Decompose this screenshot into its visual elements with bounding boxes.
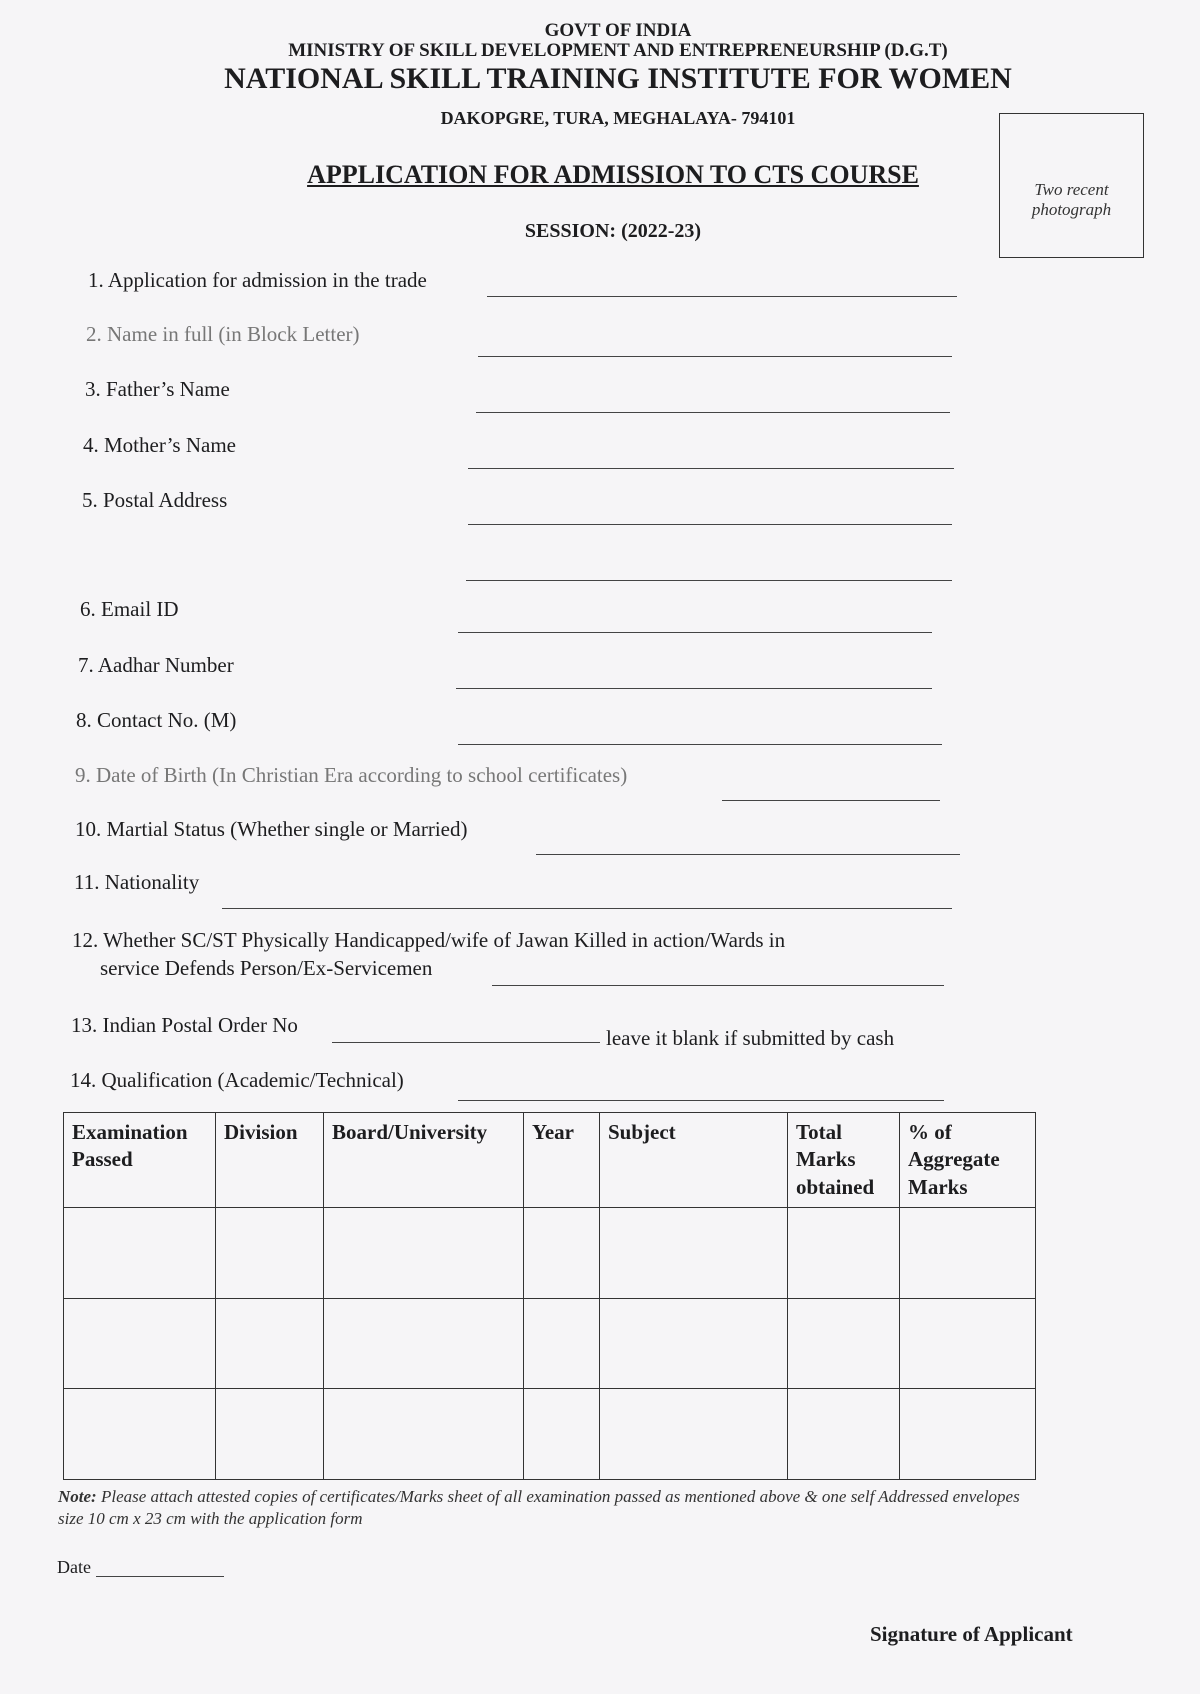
photo-box-line2: photograph bbox=[1031, 200, 1112, 219]
field-mother-label: 4. Mother’s Name bbox=[83, 433, 236, 457]
note bbox=[58, 1486, 1048, 1530]
field-trade-label: 1. Application for admission in the trade bbox=[88, 268, 427, 292]
table-cell[interactable] bbox=[216, 1298, 324, 1389]
table-cell[interactable] bbox=[216, 1207, 324, 1298]
photo-box-line1: Two recent bbox=[1034, 180, 1109, 199]
table-cell[interactable] bbox=[64, 1298, 216, 1389]
col-total-marks: Total Marks obtained bbox=[788, 1113, 900, 1208]
field-address-line-2[interactable] bbox=[466, 580, 952, 581]
field-email-label: 6. Email ID bbox=[80, 597, 179, 621]
field-address-label: 5. Postal Address bbox=[82, 488, 228, 512]
field-ipo-line[interactable] bbox=[332, 1042, 600, 1043]
field-marital-line[interactable] bbox=[536, 854, 960, 855]
field-contact-line[interactable] bbox=[458, 744, 942, 745]
table-cell[interactable] bbox=[788, 1389, 900, 1480]
table-cell[interactable] bbox=[524, 1389, 600, 1480]
table-cell[interactable] bbox=[64, 1389, 216, 1480]
field-ipo-note: leave it blank if submitted by cash bbox=[606, 1026, 895, 1050]
form-title: APPLICATION FOR ADMISSION TO CTS COURSE bbox=[307, 160, 919, 189]
col-year: Year bbox=[524, 1113, 600, 1208]
institute-name: NATIONAL SKILL TRAINING INSTITUTE FOR WOMEN bbox=[224, 62, 1012, 95]
signature-label: Signature of Applicant bbox=[870, 1622, 1073, 1646]
field-nationality-label: 11. Nationality bbox=[74, 870, 200, 894]
col-exam-passed: Examination Passed bbox=[64, 1113, 216, 1208]
note-text: Please attach attested copies of certificates/Marks sheet of all examination passed as mentioned above & one self Addressed envelopes size 10 cm x 23 cm with the application form bbox=[58, 1487, 1020, 1528]
col-board-university: Board/University bbox=[324, 1113, 524, 1208]
table-cell[interactable] bbox=[788, 1298, 900, 1389]
table-cell[interactable] bbox=[324, 1207, 524, 1298]
field-contact-label: 8. Contact No. (M) bbox=[76, 708, 237, 732]
table-cell[interactable] bbox=[600, 1298, 788, 1389]
table-cell[interactable] bbox=[600, 1389, 788, 1480]
field-email-line[interactable] bbox=[458, 632, 932, 633]
date-label: Date bbox=[57, 1557, 91, 1577]
field-category-label-cont: service Defends Person/Ex-Servicemen bbox=[100, 956, 433, 980]
field-address-line-1[interactable] bbox=[468, 524, 952, 525]
field-category-label: 12. Whether SC/ST Physically Handicapped/wife of Jawan Killed in action/Wards in bbox=[72, 928, 786, 952]
table-cell[interactable] bbox=[524, 1298, 600, 1389]
table-cell[interactable] bbox=[524, 1207, 600, 1298]
table-cell[interactable] bbox=[324, 1389, 524, 1480]
note-label: Note: bbox=[58, 1487, 97, 1506]
qualification-table bbox=[63, 1112, 1036, 1480]
table-row bbox=[64, 1389, 1036, 1480]
photo-box[interactable] bbox=[999, 113, 1144, 258]
field-ipo-label: 13. Indian Postal Order No bbox=[71, 1013, 298, 1037]
table-cell[interactable] bbox=[900, 1389, 1036, 1480]
field-category-line[interactable] bbox=[492, 985, 944, 986]
field-father-label: 3. Father’s Name bbox=[85, 377, 230, 401]
field-mother-line[interactable] bbox=[468, 468, 954, 469]
table-header-row bbox=[64, 1113, 1036, 1208]
table-cell[interactable] bbox=[900, 1207, 1036, 1298]
field-name-label: 2. Name in full (in Block Letter) bbox=[86, 322, 360, 346]
field-aadhar-line[interactable] bbox=[456, 688, 932, 689]
table-row bbox=[64, 1207, 1036, 1298]
field-qualification-line[interactable] bbox=[458, 1100, 944, 1101]
govt-heading: GOVT OF INDIA bbox=[544, 20, 692, 41]
field-nationality-line[interactable] bbox=[222, 908, 952, 909]
table-cell[interactable] bbox=[788, 1207, 900, 1298]
field-dob-label: 9. Date of Birth (In Christian Era according to school certificates) bbox=[75, 763, 628, 787]
session-label: SESSION: (2022-23) bbox=[524, 220, 702, 242]
institute-address: DAKOPGRE, TURA, MEGHALAYA- 794101 bbox=[440, 108, 796, 128]
field-aadhar-label: 7. Aadhar Number bbox=[78, 653, 234, 677]
field-father-line[interactable] bbox=[476, 412, 950, 413]
date-line[interactable] bbox=[96, 1576, 224, 1577]
table-cell[interactable] bbox=[64, 1207, 216, 1298]
field-qualification-label: 14. Qualification (Academic/Technical) bbox=[70, 1068, 404, 1092]
table-cell[interactable] bbox=[216, 1389, 324, 1480]
field-marital-label: 10. Martial Status (Whether single or Married) bbox=[75, 817, 468, 841]
table-cell[interactable] bbox=[900, 1298, 1036, 1389]
field-name-line[interactable] bbox=[478, 356, 952, 357]
field-dob-line[interactable] bbox=[722, 800, 940, 801]
field-trade-line[interactable] bbox=[487, 296, 957, 297]
ministry-heading: MINISTRY OF SKILL DEVELOPMENT AND ENTREPRENEURSHIP (D.G.T) bbox=[288, 40, 948, 61]
col-aggregate: % of Aggregate Marks bbox=[900, 1113, 1036, 1208]
table-cell[interactable] bbox=[600, 1207, 788, 1298]
table-row bbox=[64, 1298, 1036, 1389]
col-subject: Subject bbox=[600, 1113, 788, 1208]
table-cell[interactable] bbox=[324, 1298, 524, 1389]
col-division: Division bbox=[216, 1113, 324, 1208]
